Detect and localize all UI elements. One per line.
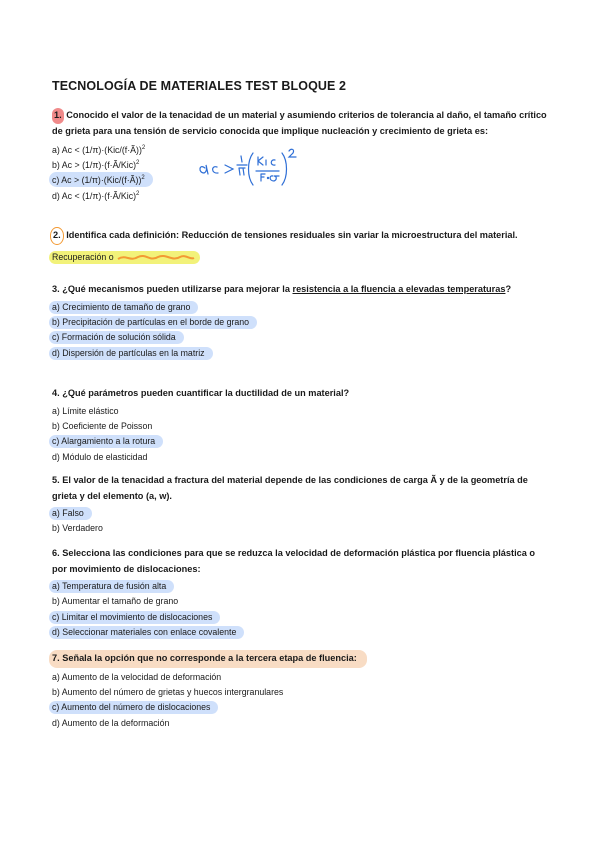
option-1c-selected[interactable]: c) Ac > (1/π)·(Kic/(f·Ã))$^2$ (52, 172, 552, 187)
option-4a[interactable]: a) Límite elástico (52, 405, 119, 416)
option-3d-selected[interactable]: d) Dispersión de partículas en la matriz (52, 346, 552, 361)
option-6a-selected[interactable]: a) Temperatura de fusión alta (52, 579, 552, 594)
question-7-options (52, 670, 552, 732)
option-3c-selected[interactable]: c) Formación de solución sólida (52, 330, 552, 345)
option-7a[interactable]: a) Aumento de la velocidad de deformación (52, 671, 222, 682)
option-5b[interactable]: b) Verdadero (52, 523, 103, 534)
option-7c-selected[interactable]: c) Aumento del número de dislocaciones (52, 700, 552, 715)
option-6b[interactable]: b) Aumentar el tamaño de grano (52, 596, 179, 607)
question-6-options (52, 579, 552, 641)
question-5-text: 5. El valor de la tenacidad a fractura del material depende de las condiciones de carga Ã y de la geometría de grieta y del elemento (a, w). (52, 475, 528, 501)
option-3a-selected[interactable]: a) Crecimiento de tamaño de grano (52, 300, 552, 315)
question-1-text: 1. Conocido el valor de la tenacidad de un material y asumiendo criterios de tolerancia al daño, el tamaño crítico de grieta para una tensión de servicio conocida que implique nucleación y crecimiento de grieta es: (52, 110, 547, 136)
question-1-number: 1. (52, 108, 64, 124)
option-1d[interactable]: d) Ac < (1/π)·(f·Ã/Kic)$^2$ (52, 191, 140, 202)
option-7d[interactable]: d) Aumento de la deformación (52, 717, 170, 728)
option-7b[interactable]: b) Aumento del número de grietas y huecos intergranulares (52, 686, 284, 697)
option-1a[interactable]: a) Ac < (1/π)·(Kic/(f·Ã))$^2$ (52, 144, 146, 155)
question-2-answer[interactable]: Recuperación o (49, 251, 200, 264)
question-3 (52, 282, 552, 361)
option-4b[interactable]: b) Coeficiente de Poisson (52, 420, 153, 431)
question-4-options (52, 404, 552, 466)
question-6-text: 6. Selecciona las condiciones para que se reduzca la velocidad de deformación plástica por fluencia plástica o por movimiento de dislocaciones: (52, 548, 536, 574)
question-7-text: 7. Señala la opción que no corresponde a la tercera etapa de fluencia: (52, 650, 552, 668)
question-2-number: 2. (50, 227, 64, 245)
option-3b-selected[interactable]: b) Precipitación de partículas en el borde de grano (52, 315, 552, 330)
option-4d[interactable]: d) Módulo de elasticidad (52, 451, 148, 462)
option-1b[interactable]: b) Ac > (1/π)·(f·Ã/Kic)$^2$ (52, 160, 140, 171)
question-3-options (52, 300, 552, 362)
question-2 (52, 227, 552, 265)
option-6d-selected[interactable]: d) Seleccionar materiales con enlace covalente (52, 625, 552, 640)
option-4c-selected[interactable]: c) Alargamiento a la rotura (52, 434, 552, 449)
page-title: TECNOLOGÍA DE MATERIALES TEST BLOQUE 2 (52, 79, 347, 93)
option-6c-selected[interactable]: c) Limitar el movimiento de dislocaciones (52, 610, 552, 625)
question-2-text: 2. Identifica cada definición: Reducción de tensiones residuales sin variar la microestructura del material. (52, 227, 552, 245)
question-5 (52, 473, 552, 537)
question-4-text: 4. ¿Qué parámetros pueden cuantificar la ductilidad de un material? (52, 388, 350, 398)
option-5a-selected[interactable]: a) Falso (52, 506, 552, 521)
question-6 (52, 546, 552, 641)
question-7 (52, 650, 552, 731)
handwritten-formula (195, 143, 315, 193)
scribble-overlay (116, 253, 196, 263)
question-3-text: 3. ¿Qué mecanismos pueden utilizarse para mejorar la resistencia a la fluencia a elevadas temperaturas? (52, 284, 512, 294)
question-4 (52, 386, 552, 465)
question-5-options (52, 506, 552, 537)
